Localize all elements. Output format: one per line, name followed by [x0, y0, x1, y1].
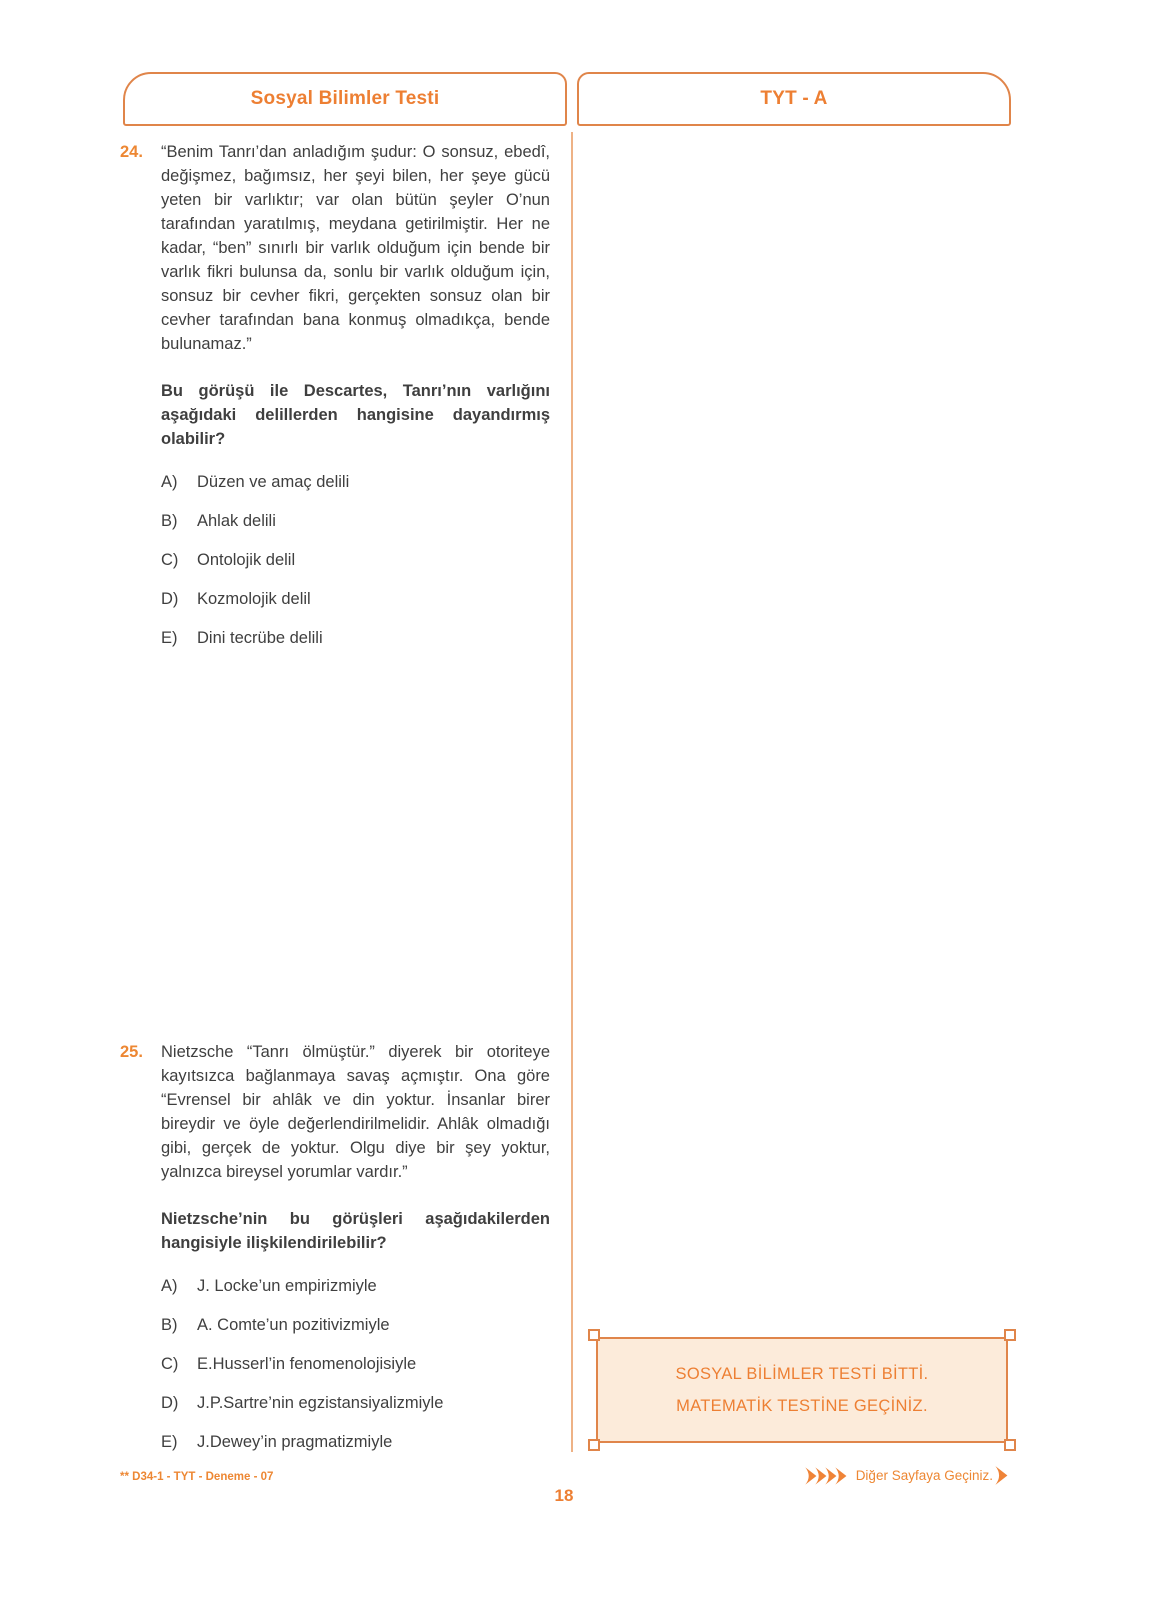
option-text: J. Locke’un empirizmiyle	[197, 1277, 377, 1295]
option-e	[161, 623, 550, 654]
chevron-right-icon	[994, 1466, 1008, 1485]
option-text: E.Husserl’in fenomenolojisiyle	[197, 1355, 417, 1373]
option-letter: D)	[161, 1394, 179, 1412]
option-text: A. Comte’un pozitivizmiyle	[197, 1316, 390, 1334]
option-letter: C)	[161, 1355, 179, 1373]
option-letter: B)	[161, 1316, 178, 1334]
question-stem: Nietzsche’nin bu görüşleri aşağıdakilerden hangisiyle ilişkilendirilebilir?	[161, 1210, 550, 1252]
option-text: Düzen ve amaç delili	[197, 473, 350, 491]
option-text: Kozmolojik delil	[197, 590, 311, 608]
question-body: “Benim Tanrı’dan anladığım şudur: O sonsuz, ebedî, değişmez, bağımsız, her şeyi bilen, her şeye gücü yeten bir varlıktır; var olan bütün şeyler O’nun tarafından yaratılmış, meydana getirilmiştir. Her ne kadar, “ben” sınırlı bir varlık olduğum için bende bir varlık fikri bulunsa da, sonlu bir varlık olduğum için, sonsuz bir cevher fikri, gerçekten sonsuz olan bir cevher tarafından bana konmuş olmadıkça, bende bulunamaz.”	[161, 143, 550, 353]
page-number: 18	[554, 1486, 574, 1505]
option-letter: A)	[161, 1277, 178, 1295]
end-of-test-line2: MATEMATİK TESTİNE GEÇİNİZ.	[676, 1396, 928, 1415]
end-of-test-box	[596, 1337, 1008, 1443]
next-page-indicator	[807, 1466, 1008, 1485]
question-24	[120, 140, 550, 654]
option-letter: A)	[161, 473, 178, 491]
question-stem: Bu görüşü ile Descartes, Tanrı’nın varlığını aşağıdaki delillerden hangisine dayandırmış olabilir?	[161, 382, 550, 448]
option-text: J.Dewey’in pragmatizmiyle	[197, 1433, 393, 1451]
option-text: Ontolojik delil	[197, 551, 296, 569]
corner-ornament-icon	[588, 1329, 600, 1341]
option-e	[161, 1427, 550, 1458]
option-a	[161, 467, 550, 498]
test-title: Sosyal Bilimler Testi	[250, 88, 440, 109]
option-text: Dini tecrübe delili	[197, 629, 323, 647]
options-list	[161, 467, 550, 654]
question-number: 24.	[120, 143, 143, 161]
test-title-box	[123, 72, 567, 126]
option-letter: D)	[161, 590, 179, 608]
option-c	[161, 1349, 550, 1380]
chevron-right-icons	[807, 1467, 847, 1485]
corner-ornament-icon	[1004, 1439, 1016, 1451]
option-d	[161, 584, 550, 615]
booklet-box	[577, 72, 1011, 126]
option-b	[161, 1310, 550, 1341]
column-divider	[571, 132, 573, 1452]
option-letter: C)	[161, 551, 179, 569]
option-text: J.P.Sartre’nin egzistansiyalizmiyle	[197, 1394, 444, 1412]
footer-booklet-code: ** D34-1 - TYT - Deneme - 07	[120, 1471, 274, 1483]
question-body: Nietzsche “Tanrı ölmüştür.” diyerek bir otoriteye kayıtsızca bağlanmaya savaş açmıştır. Ona göre “Evrensel bir ahlâk ve din yoktur. İnsanlar birer bireydir ve öyle değerlendirilmelidir. Ahlâk olmadığı gibi, gerçek de yoktur. Olgu diye bir şey yoktur, yalnızca bireysel yorumlar vardır.”	[161, 1043, 550, 1181]
option-text: Ahlak delili	[197, 512, 276, 530]
options-list	[161, 1271, 550, 1458]
corner-ornament-icon	[588, 1439, 600, 1451]
booklet-code: TYT - A	[760, 88, 828, 109]
option-c	[161, 545, 550, 576]
option-d	[161, 1388, 550, 1419]
chevron-right-icon	[834, 1467, 847, 1485]
question-number: 25.	[120, 1043, 143, 1061]
next-page-label: Diğer Sayfaya Geçiniz.	[855, 1468, 993, 1483]
question-25	[120, 1040, 550, 1458]
option-letter: E)	[161, 1433, 178, 1451]
option-letter: B)	[161, 512, 178, 530]
end-of-test-line1: SOSYAL BİLİMLER TESTİ BİTTİ.	[675, 1364, 929, 1383]
option-letter: E)	[161, 629, 178, 647]
option-b	[161, 506, 550, 537]
corner-ornament-icon	[1004, 1329, 1016, 1341]
option-a	[161, 1271, 550, 1302]
